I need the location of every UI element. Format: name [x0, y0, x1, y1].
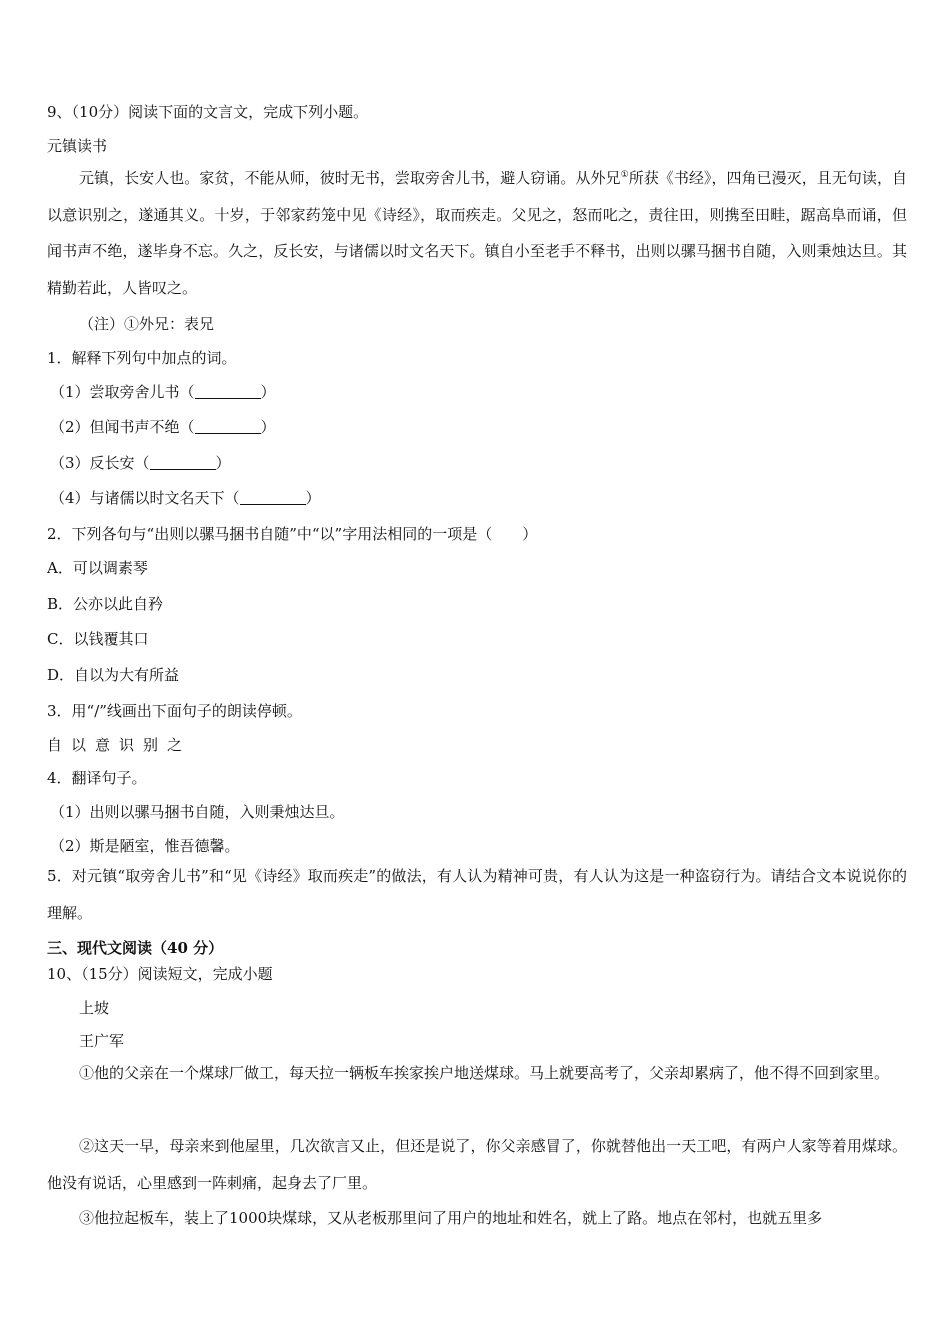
- question-10-header: 10、（15分）阅读短文，完成小题: [47, 965, 273, 983]
- sub-question-5-stem: 5．对元镇“取旁舍儿书”和“见《诗经》取而疾走”的做法，有人认为精神可贵，有人认为这是一种盗窃行为。请结合文本说说你的理解。: [47, 867, 907, 922]
- sub-question-3-stem: 3．用“/”线画出下面句子的朗读停顿。: [47, 702, 302, 720]
- option-d[interactable]: D．自以为大有所益: [47, 666, 180, 684]
- sub-question-1-stem: 1．解释下列句中加点的词。: [47, 349, 237, 367]
- sub-question-1-item: （1）尝取旁舍儿书（ ）: [50, 383, 276, 401]
- story-paragraph: ①他的父亲在一个煤球厂做工，每天拉一辆板车挨家挨户地送煤球。马上就要高考了，父亲却累病了，他不得不回到家里。: [79, 1064, 890, 1082]
- answer-blank[interactable]: [195, 384, 261, 399]
- footnote: （注）①外兄：表兄: [79, 315, 215, 333]
- answer-blank[interactable]: [150, 455, 216, 470]
- sub-question-4-stem: 4．翻译句子。: [47, 769, 147, 787]
- section-heading: 三、现代文阅读（40 分）: [47, 939, 224, 957]
- story-paragraph: ③他拉起板车，装上了1000块煤球，又从老板那里问了用户的地址和姓名，就上了路。地点在邻村，也就五里多: [79, 1209, 823, 1227]
- sub-question-1-item: （2）但闻书声不绝（ ）: [50, 418, 276, 436]
- translate-item: （2）斯是陋室，惟吾德馨。: [50, 837, 240, 855]
- option-c[interactable]: C．以钱覆其口: [47, 630, 149, 648]
- story-author: 王广军: [79, 1032, 125, 1050]
- classical-passage: [47, 160, 907, 306]
- story-paragraph: ②这天一早，母亲来到他屋里，几次欲言又止，但还是说了，你父亲感冒了，你就替他出一天工吧，有两户人家等着用煤球。他没有说话，心里感到一阵刺痛，起身去了厂里。: [47, 1137, 907, 1192]
- answer-blank[interactable]: [240, 490, 306, 505]
- question-9-header: 9、（10分）阅读下面的文言文，完成下列小题。: [47, 103, 369, 121]
- passage-text-part1: 元镇，长安人也。家贫，不能从师，彼时无书，尝取旁舍儿书，避人窃诵。从外兄: [79, 169, 621, 187]
- story-title: 上坡: [79, 999, 110, 1017]
- sub-question-1-item: （4）与诸儒以时文名天下（ ）: [50, 489, 321, 507]
- option-b[interactable]: B．公亦以此自矜: [47, 595, 164, 613]
- footnote-marker: ①: [620, 170, 629, 180]
- sub-question-2-stem: 2．下列各句与“出则以骡马捆书自随”中“以”字用法相同的一项是（ ）: [47, 525, 538, 543]
- passage-text-part2: 所获《书经》，四角已漫灭，且无句读，自以意识别之，遂通其义。十岁，于邻家药笼中见《诗经》，取而疾走。父见之，怒而叱之，责往田，则携至田畦，踞高阜而诵，但闻书声不绝，遂毕身不忘。久之，反长安，与诸儒以时文名天下。镇自小至老手不释书，出则以骡马捆书自随，入则秉烛达旦。其精勤若此，人皆叹之。: [47, 169, 907, 297]
- answer-blank[interactable]: [195, 419, 261, 434]
- pause-sentence: 自以意识别之: [47, 736, 192, 754]
- translate-item: （1）出则以骡马捆书自随，入则秉烛达旦。: [50, 803, 345, 821]
- option-a[interactable]: A．可以调素琴: [47, 559, 148, 577]
- sub-question-1-item: （3）反长安（ ）: [50, 454, 231, 472]
- passage-title: 元镇读书: [47, 137, 108, 155]
